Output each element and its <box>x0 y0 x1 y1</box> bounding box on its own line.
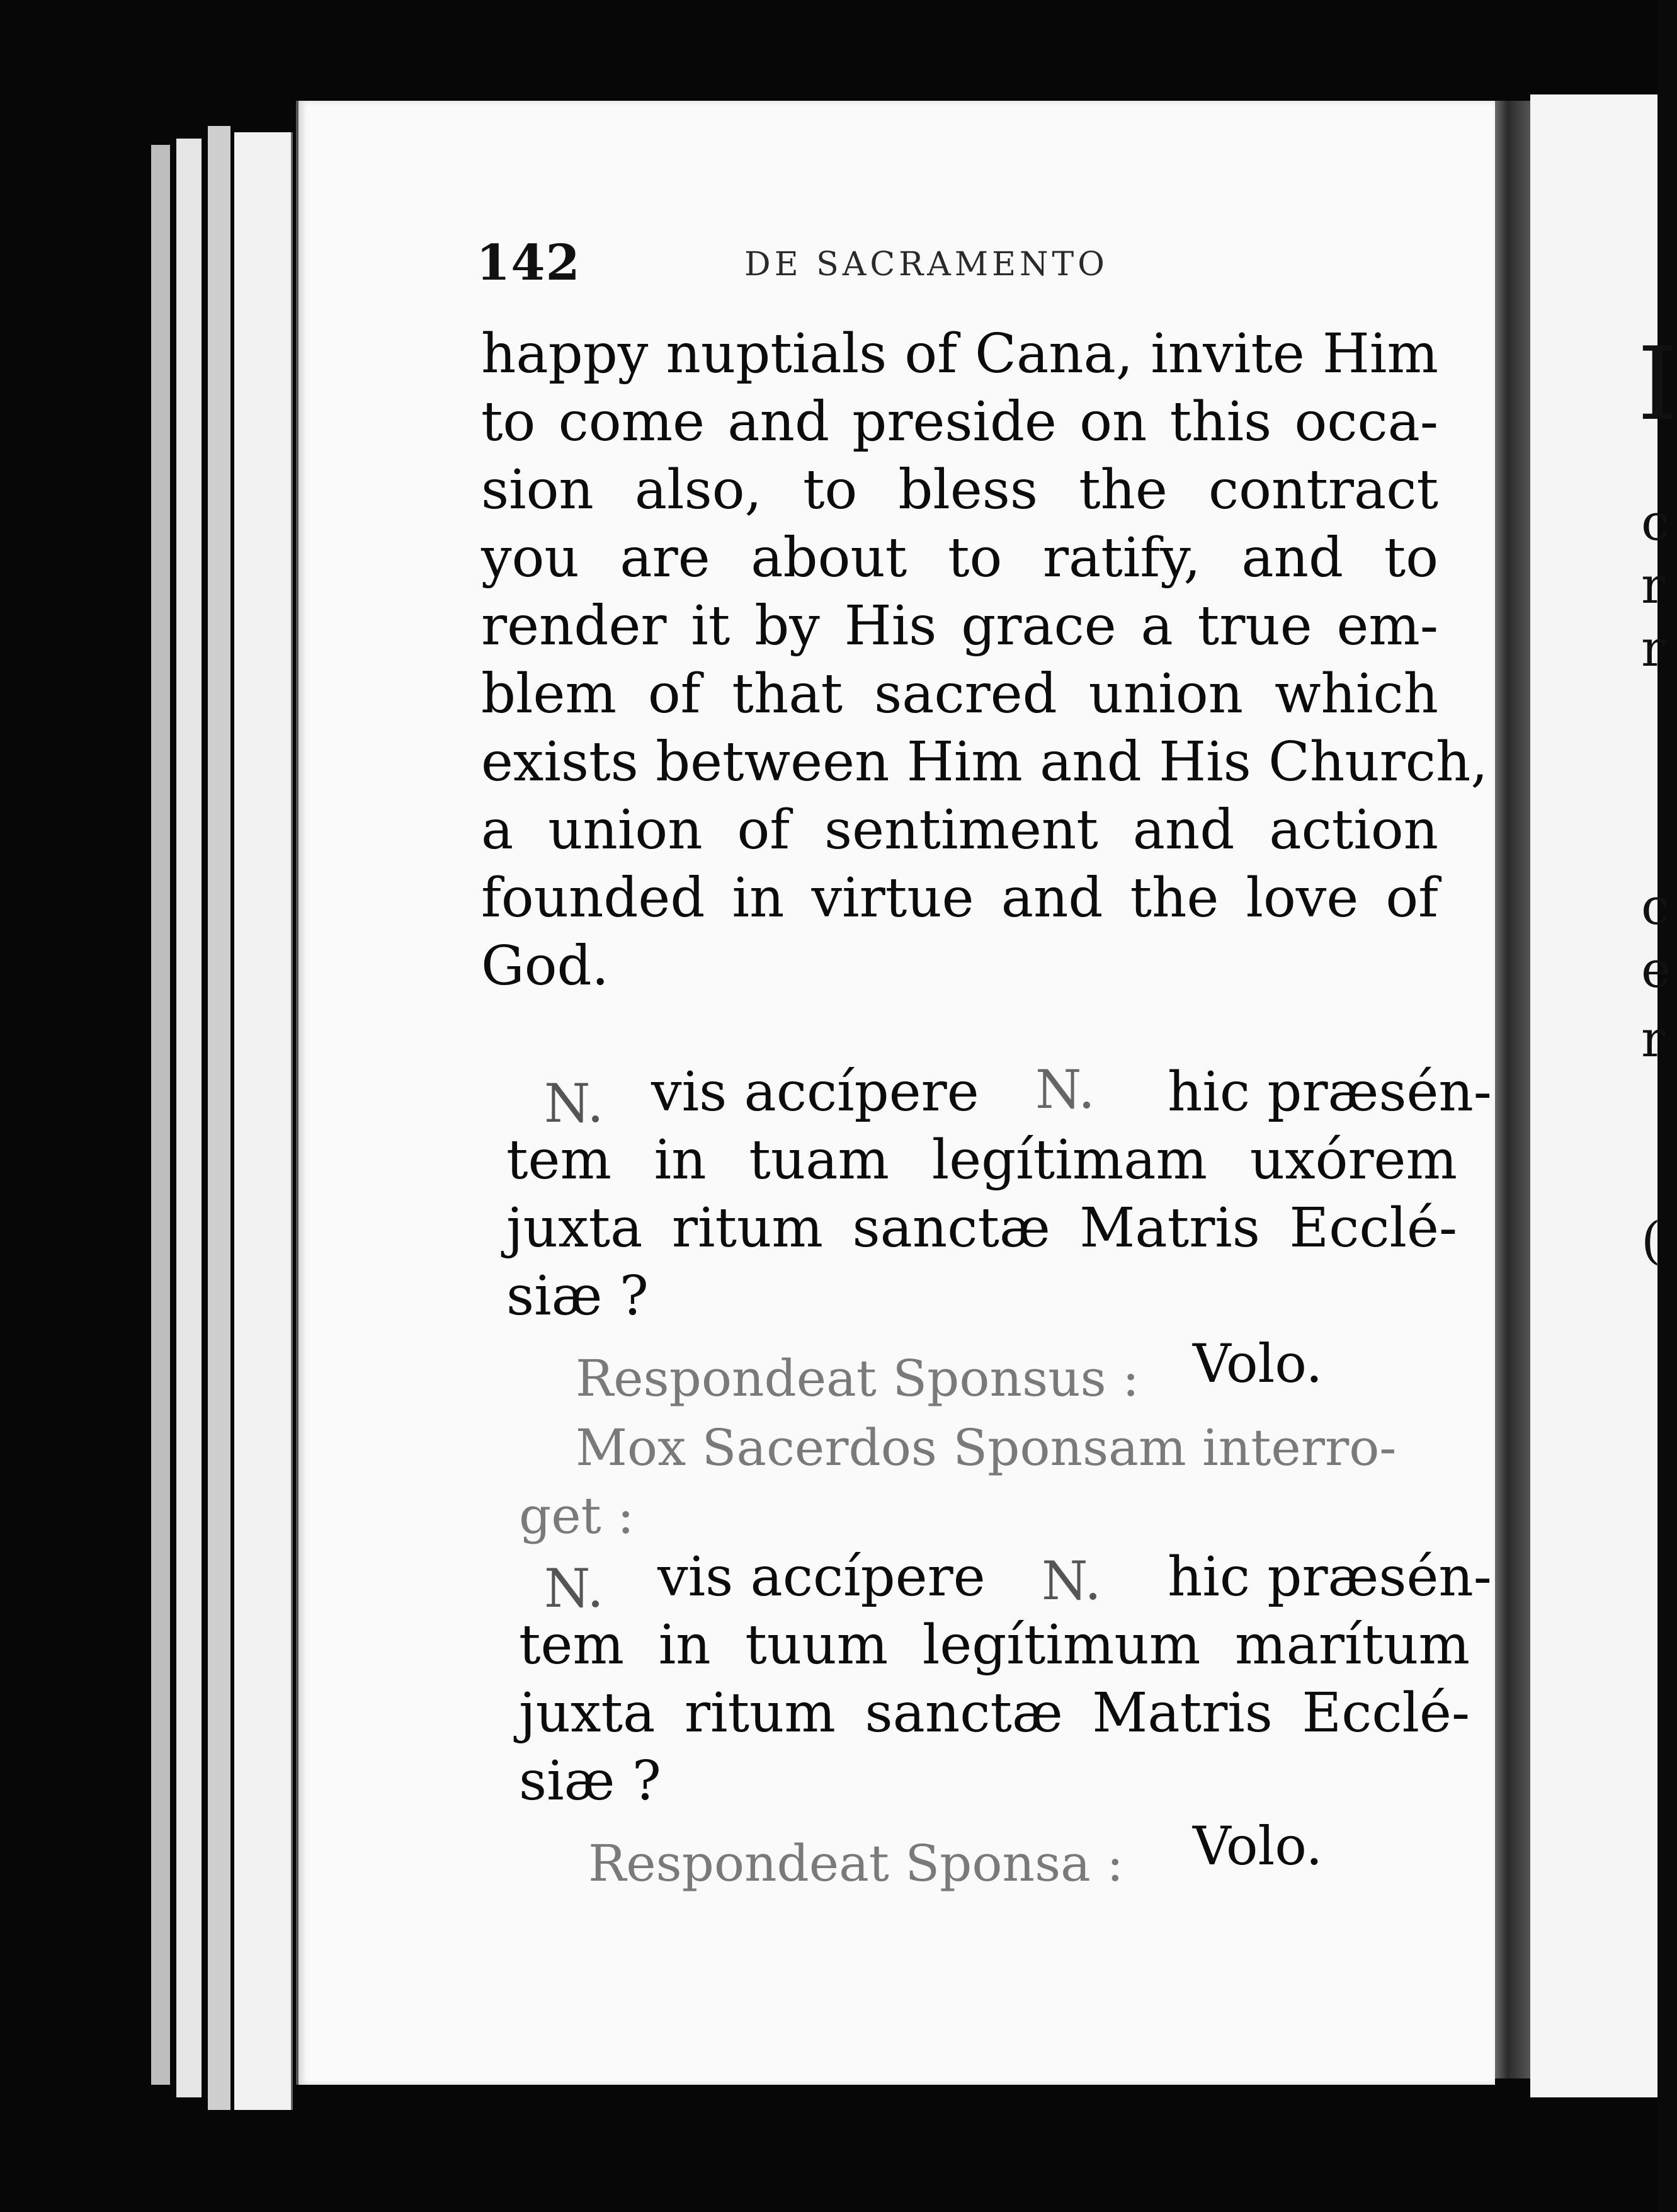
name-placeholder: N. <box>544 1073 604 1134</box>
text-line: blem of that sacred union which <box>481 663 1438 726</box>
text-line: siæ ? <box>519 1750 661 1813</box>
facing-page-fragment: ( <box>1641 1211 1661 1270</box>
text-line: God. <box>481 935 609 998</box>
text-line: juxta ritum sanctæ Matris Ecclé- <box>506 1197 1457 1260</box>
english-paragraph <box>481 320 1488 1000</box>
text-line: juxta ritum sanctæ Matris Ecclé- <box>519 1682 1470 1745</box>
facing-page <box>1530 94 1677 2097</box>
question-to-bride <box>519 1543 1492 1815</box>
facing-page-fragment: c <box>1641 493 1669 552</box>
text-line: a union of sentiment and action <box>481 799 1438 862</box>
rubric-to-bride-line: get : <box>519 1486 635 1545</box>
facing-page-fragment: I <box>1637 325 1677 443</box>
rubric-bride-response: Respondeat Sponsa : <box>588 1834 1124 1893</box>
page-edge <box>151 145 170 2085</box>
text-fragment: vis accípere <box>657 1546 986 1609</box>
text-line: happy nuptials of Cana, invite Him <box>481 322 1438 385</box>
page-header <box>476 234 1421 297</box>
name-placeholder: N. <box>1035 1059 1095 1120</box>
book-gutter <box>1492 101 1530 2078</box>
rubric-groom-response: Respondeat Sponsus : <box>576 1349 1140 1408</box>
text-line <box>506 1058 1492 1134</box>
page-edge <box>208 126 230 2110</box>
text-line: render it by His grace a true em- <box>481 595 1438 658</box>
text-fragment: vis accípere <box>651 1061 979 1124</box>
text-fragment: hic præsén- <box>1168 1546 1492 1609</box>
text-line: tem in tuum legítimum marítum <box>519 1614 1470 1677</box>
groom-answer: Volo. <box>1193 1333 1323 1394</box>
page-number: 142 <box>476 234 581 292</box>
text-line: founded in virtue and the love of <box>481 867 1438 930</box>
text-line: you are about to ratify, and to <box>481 527 1438 590</box>
facing-page-fragment: r <box>1641 1010 1666 1068</box>
question-to-groom <box>506 1058 1492 1330</box>
bride-answer: Volo. <box>1193 1815 1323 1877</box>
running-head: DE SACRAMENTO <box>744 246 1108 283</box>
text-line <box>519 1543 1492 1619</box>
facing-page-fragment: r <box>1641 619 1666 678</box>
book-page <box>296 101 1495 2085</box>
name-placeholder: N. <box>544 1558 604 1619</box>
page-edge <box>234 132 293 2110</box>
facing-page-fragment: r <box>1641 556 1666 615</box>
text-fragment: hic præsén- <box>1168 1061 1492 1124</box>
text-line: siæ ? <box>506 1265 649 1328</box>
text-line: tem in tuam legítimam uxórem <box>506 1129 1457 1192</box>
facing-page-fragment: e <box>1641 940 1671 999</box>
facing-page-fragment: c <box>1641 877 1669 936</box>
page-edge <box>176 139 202 2097</box>
name-placeholder: N. <box>1042 1550 1101 1612</box>
rubric-to-bride-line: Mox Sacerdos Sponsam interro- <box>576 1418 1397 1477</box>
text-line: to come and preside on this occa- <box>481 391 1438 453</box>
text-line: exists between Him and His Church, <box>481 731 1488 794</box>
text-line: sion also, to bless the contract <box>481 459 1438 522</box>
